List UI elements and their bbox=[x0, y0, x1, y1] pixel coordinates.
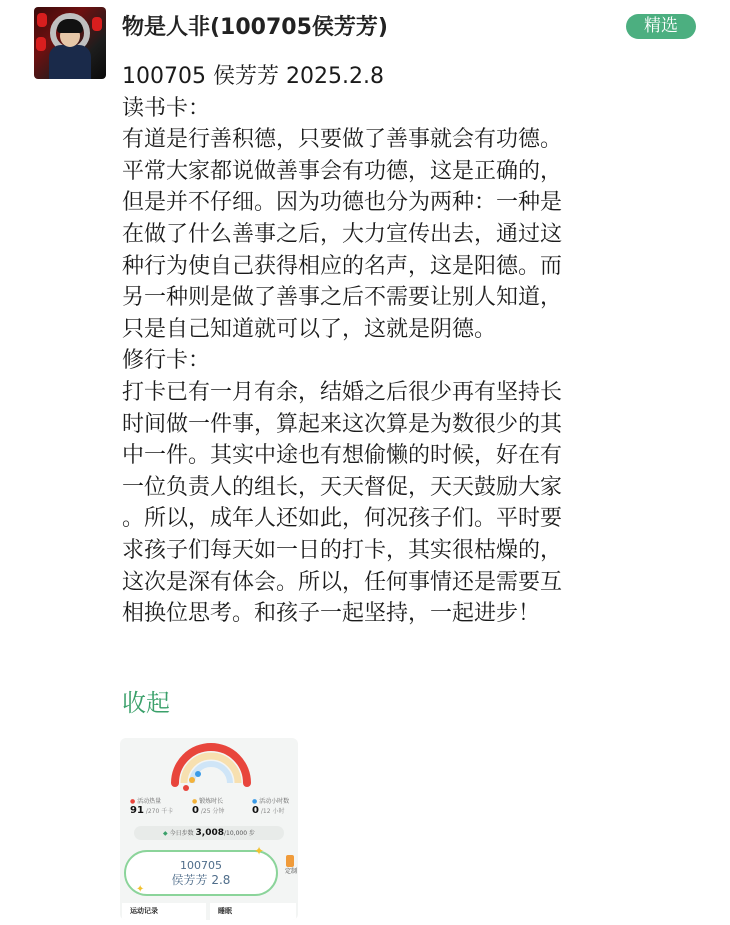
steps-goal: /10,000 步 bbox=[224, 830, 255, 837]
stat-stand-hours: ● 活动小时数 0 /12 小时 bbox=[252, 798, 290, 816]
stat-calories: ● 活动热量 91 /270 千卡 bbox=[130, 798, 174, 816]
post-line: 一位负责人的组长，天天督促，天天鼓励大家 bbox=[122, 474, 563, 500]
post-line: 打卡已有一月有余，结婚之后很少再有坚持长 bbox=[122, 379, 563, 405]
post-content bbox=[122, 61, 692, 630]
steps-label: 今日步数 bbox=[169, 830, 194, 837]
user-avatar[interactable] bbox=[34, 7, 106, 79]
side-label: 定制 bbox=[285, 868, 298, 875]
stat-label: 锻炼时长 bbox=[199, 798, 224, 805]
lantern-decoration bbox=[92, 17, 102, 31]
footer-card-right: 睡眠 bbox=[210, 903, 296, 920]
stat-exercise: ● 锻炼时长 0 /25 分钟 bbox=[192, 798, 225, 816]
calorie-marker bbox=[183, 785, 189, 791]
sparkle-icon: ✦ bbox=[136, 884, 145, 895]
post-line: 中一件。其实中途也有想偷懒的时候，好在有 bbox=[122, 443, 563, 469]
pill-line-1: 100705 bbox=[180, 859, 222, 872]
post-line: 求孩子们每天如一日的打卡，其实很枯燥的， bbox=[122, 537, 563, 563]
pill-line-2: 侯芳芳 2.8 bbox=[171, 873, 231, 887]
stand-marker bbox=[195, 771, 201, 777]
steps-bar bbox=[134, 826, 284, 840]
activity-rings-icon bbox=[120, 738, 298, 798]
stat-unit: /25 分钟 bbox=[200, 808, 225, 815]
post-line: 这次是深有体会。所以，任何事情还是需要互 bbox=[122, 569, 563, 595]
stat-value: 0 bbox=[252, 805, 259, 816]
lantern-decoration bbox=[36, 37, 46, 51]
exercise-marker bbox=[189, 777, 195, 783]
stat-label: 活动热量 bbox=[137, 798, 162, 805]
post-line: 另一种则是做了善事之后不需要让别人知道， bbox=[122, 285, 563, 311]
stat-unit: /12 小时 bbox=[260, 808, 285, 815]
post-line: 相换位思考。和孩子一起坚持，一起进步！ bbox=[122, 601, 541, 627]
stat-label: 活动小时数 bbox=[259, 798, 290, 805]
post-line: 。所以，成年人还如此，何况孩子们。平时要 bbox=[122, 506, 563, 532]
collapse-link[interactable]: 收起 bbox=[122, 689, 170, 717]
post-line: 但是并不仔细。因为功德也分为两种：一种是 bbox=[122, 190, 563, 216]
activity-stats bbox=[128, 796, 294, 820]
shoe-icon: ◆ bbox=[163, 830, 168, 837]
post-line: 只是自己知道就可以了，这就是阴德。 bbox=[122, 316, 497, 342]
stat-value: 91 bbox=[130, 805, 144, 816]
avatar-body bbox=[49, 45, 91, 79]
avatar-hair bbox=[57, 19, 83, 33]
post-line: 读书卡： bbox=[122, 95, 211, 121]
stat-unit: /270 千卡 bbox=[145, 808, 174, 815]
post-line: 种行为使自己获得相应的名声，这是阳德。而 bbox=[122, 253, 563, 279]
lantern-decoration bbox=[37, 13, 47, 27]
footer-card-left: 运动记录 bbox=[122, 903, 206, 920]
post-line: 修行卡： bbox=[122, 348, 211, 374]
stat-value: 0 bbox=[192, 805, 199, 816]
activity-screenshot-thumbnail[interactable] bbox=[120, 738, 298, 920]
post-username[interactable]: 物是人非(100705侯芳芳) bbox=[122, 15, 388, 40]
post-line: 时间做一件事，算起来这次算是为数很少的其 bbox=[122, 411, 563, 437]
post-line: 平常大家都说做善事会有功德，这是正确的， bbox=[122, 158, 563, 184]
post-line: 100705 侯芳芳 2025.2.8 bbox=[122, 64, 384, 89]
featured-badge: 精选 bbox=[626, 14, 696, 39]
post-line: 有道是行善积德，只要做了善事就会有功德。 bbox=[122, 127, 563, 153]
post-line: 在做了什么善事之后，大力宣传出去，通过这 bbox=[122, 221, 563, 247]
sparkle-icon: ✦ bbox=[254, 844, 265, 858]
steps-value: 3,008 bbox=[195, 828, 224, 838]
